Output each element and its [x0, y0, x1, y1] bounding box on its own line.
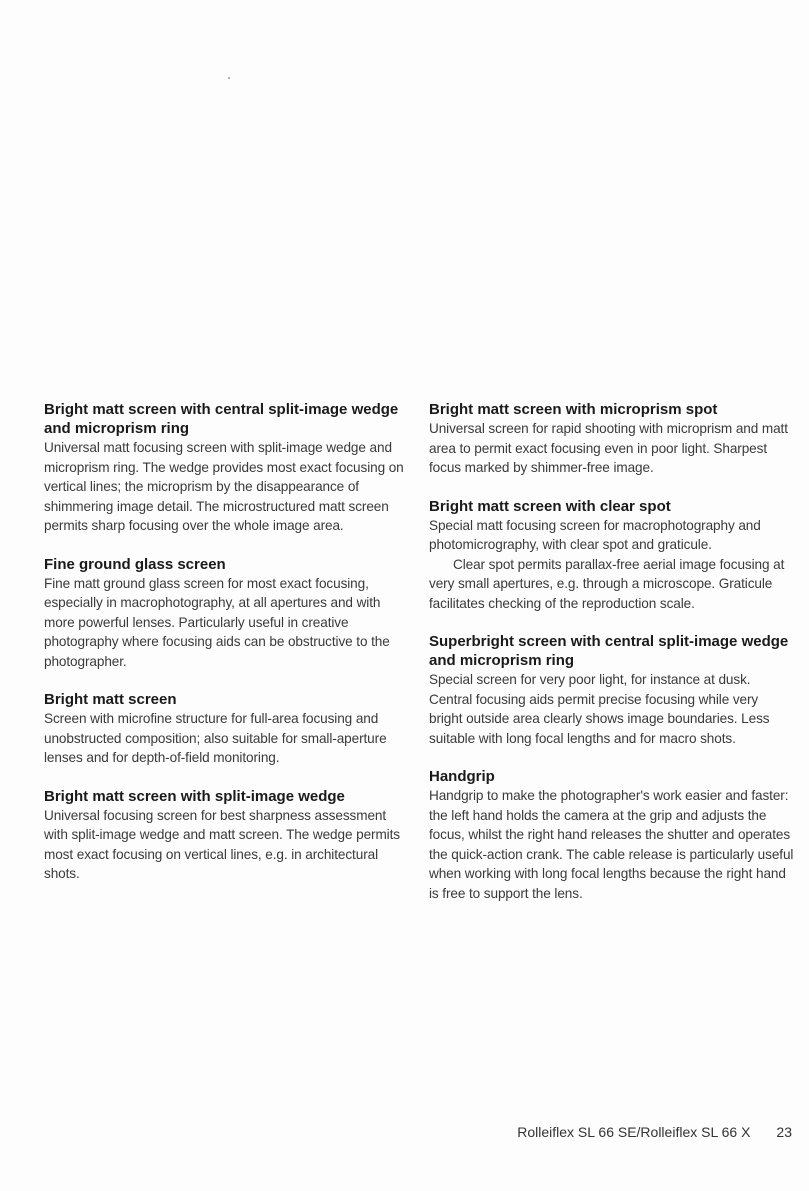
section-body: Clear spot permits parallax-free aerial image focusing at very small apertures, e.g. through a microscope. Graticule facilitates checking of the reproduction scale.	[429, 556, 785, 611]
section-heading: Fine ground glass screen	[44, 555, 226, 573]
section-split-image-microprism	[44, 400, 410, 536]
section-split-image-wedge	[44, 787, 410, 884]
section-body: Universal screen for rapid shooting with microprism and matt area to permit exact focusing even in poor light. Sharpest focus marked by shimmer-free image.	[429, 421, 788, 475]
page-number: 23	[776, 1124, 792, 1140]
left-column	[44, 400, 410, 903]
section-body: Screen with microfine structure for full-area focusing and unobstructed composition; also suitable for small-aperture lenses and for depth-of-field monitoring.	[44, 711, 387, 765]
section-heading: Bright matt screen with split-image wedge	[44, 787, 345, 805]
section-clear-spot	[429, 497, 795, 614]
section-body: Universal focusing screen for best sharpness assessment with split-image wedge and matt screen. The wedge permits most exact focusing on vertical lines, e.g. in architectural shots.	[44, 807, 400, 881]
page-footer	[517, 1124, 792, 1140]
section-heading: Bright matt screen with clear spot	[429, 497, 671, 515]
section-fine-ground-glass	[44, 555, 410, 672]
section-heading: Handgrip	[429, 768, 495, 785]
section-heading: Bright matt screen	[44, 691, 177, 708]
section-heading: Superbright screen with central split-image wedge and microprism ring	[429, 633, 789, 669]
section-microprism-spot	[429, 400, 795, 478]
section-body: Handgrip to make the photographer's work easier and faster: the left hand holds the camera at the grip and adjusts the focus, whilst the right hand releases the shutter and operates the quick-action crank. The cable release is particularly useful when working with long focal lengths because the right hand is free to support the lens.	[429, 788, 794, 901]
footer-title: Rolleiflex SL 66 SE/Rolleiflex SL 66 X	[517, 1124, 751, 1140]
section-body: Special matt focusing screen for macrophotography and photomicrography, with clear spot and graticule.	[429, 517, 761, 552]
section-heading: Bright matt screen with microprism spot	[429, 401, 718, 418]
section-bright-matt	[44, 690, 410, 768]
right-column	[429, 400, 795, 922]
speck	[228, 77, 230, 79]
section-heading: Bright matt screen with central split-image wedge and microprism ring	[44, 401, 399, 437]
section-handgrip	[429, 767, 795, 903]
section-body: Special screen for very poor light, for instance at dusk. Central focusing aids permit precise focusing while very bright outside area clearly shows image boundaries. Less suitable with long focal lengths and for macro shots.	[429, 672, 770, 746]
section-superbright	[429, 632, 795, 748]
section-body: Universal matt focusing screen with split-image wedge and microprism ring. The wedge provides most exact focusing on vertical lines; the microprism by the disappearance of shimmering image detail. The microstructured matt screen permits sharp focusing over the whole image area.	[44, 440, 404, 533]
section-body: Fine matt ground glass screen for most exact focusing, especially in macrophotography, at all apertures and with more powerful lenses. Particularly useful in creative photography where focusing aids can be obstructive to the photographer.	[44, 575, 390, 669]
